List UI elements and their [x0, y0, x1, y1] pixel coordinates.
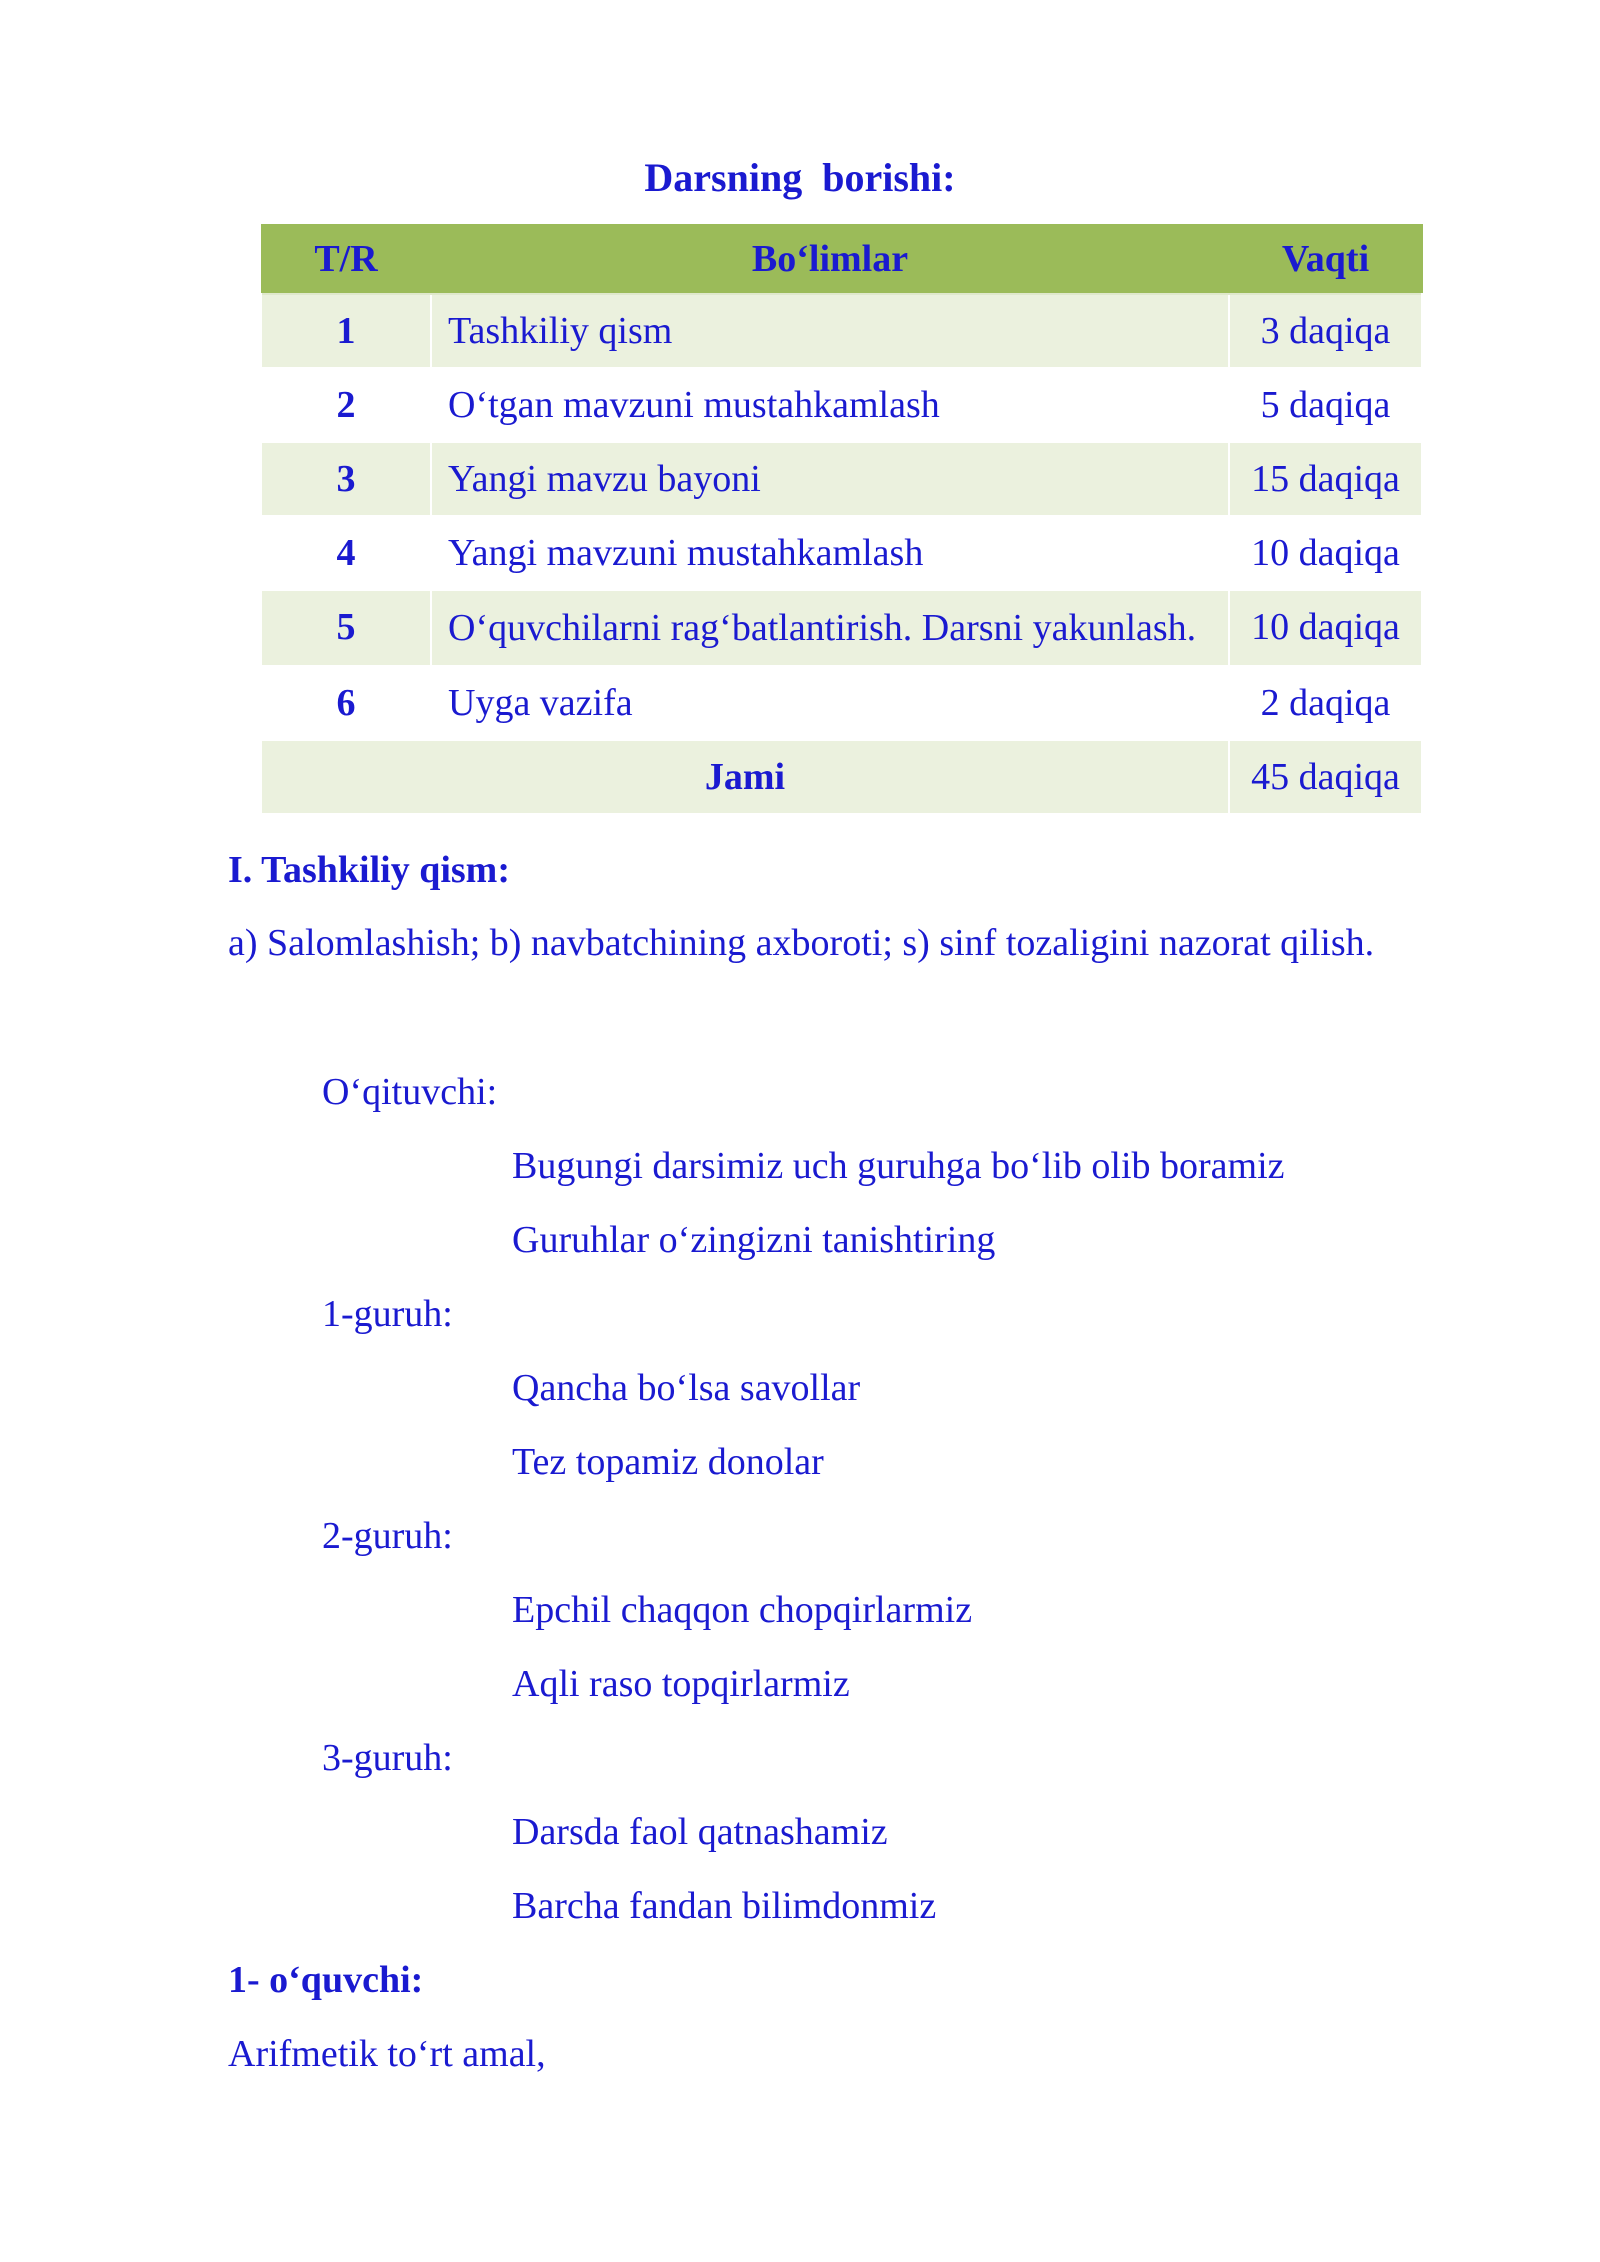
total-label: Jami	[261, 740, 1229, 814]
group-line: Qancha bo‘lsa savollar	[512, 1367, 861, 1409]
group-label: 3-guruh:	[322, 1737, 453, 1779]
header-section: Bo‘limlar	[431, 225, 1229, 295]
student-line: Arifmetik to‘rt amal,	[228, 2033, 546, 2075]
row-num: 6	[261, 666, 431, 740]
row-section: Uyga vazifa	[431, 666, 1229, 740]
row-num: 3	[261, 442, 431, 516]
teacher-line: Bugungi darsimiz uch guruhga bo‘lib olib boramiz	[512, 1145, 1285, 1187]
row-time: 5 daqiqa	[1229, 368, 1422, 442]
row-section: Yangi mavzuni mustahkamlash	[431, 516, 1229, 590]
group-line: Aqli raso topqirlarmiz	[512, 1663, 850, 1705]
row-section: O‘tgan mavzuni mustahkamlash	[431, 368, 1229, 442]
row-num: 1	[261, 294, 431, 368]
row-section: O‘quvchilarni rag‘batlantirish. Darsni yakunlash.	[431, 590, 1229, 666]
total-time: 45 daqiqa	[1229, 740, 1422, 814]
row-time: 2 daqiqa	[1229, 666, 1422, 740]
group-line: Darsda faol qatnashamiz	[512, 1811, 888, 1853]
row-num: 4	[261, 516, 431, 590]
table-row	[261, 590, 1422, 666]
table-row	[261, 666, 1422, 740]
header-num: T/R	[261, 225, 431, 295]
teacher-label: O‘qituvchi:	[322, 1071, 498, 1113]
student-heading: 1- o‘quvchi:	[228, 1959, 424, 2001]
row-time: 15 daqiqa	[1229, 442, 1422, 516]
group-line: Barcha fandan bilimdonmiz	[512, 1885, 937, 1927]
intro-paragraph: a) Salomlashish; b) navbatchining axboroti; s) sinf tozaligini nazorat qilish.	[228, 922, 1375, 964]
lesson-plan-table	[260, 224, 1423, 815]
group-line: Tez topamiz donolar	[512, 1441, 824, 1483]
section-heading: I. Tashkiliy qism:	[228, 849, 510, 891]
table-row	[261, 442, 1422, 516]
row-time: 3 daqiqa	[1229, 294, 1422, 368]
total-row	[261, 740, 1422, 814]
row-num: 5	[261, 590, 431, 666]
row-time: 10 daqiqa	[1229, 516, 1422, 590]
teacher-line: Guruhlar o‘zingizni tanishtiring	[512, 1219, 996, 1261]
table-row	[261, 294, 1422, 368]
row-section: Yangi mavzu bayoni	[431, 442, 1229, 516]
group-label: 2-guruh:	[322, 1515, 453, 1557]
header-time: Vaqti	[1229, 225, 1422, 295]
group-line: Epchil chaqqon chopqirlarmiz	[512, 1589, 973, 1631]
row-time: 10 daqiqa	[1229, 590, 1422, 666]
page-title: Darsning borishi:	[644, 155, 956, 200]
row-num: 2	[261, 368, 431, 442]
row-section: Tashkiliy qism	[431, 294, 1229, 368]
table-header-row	[261, 225, 1422, 295]
table-row	[261, 368, 1422, 442]
group-label: 1-guruh:	[322, 1293, 453, 1335]
table-row	[261, 516, 1422, 590]
